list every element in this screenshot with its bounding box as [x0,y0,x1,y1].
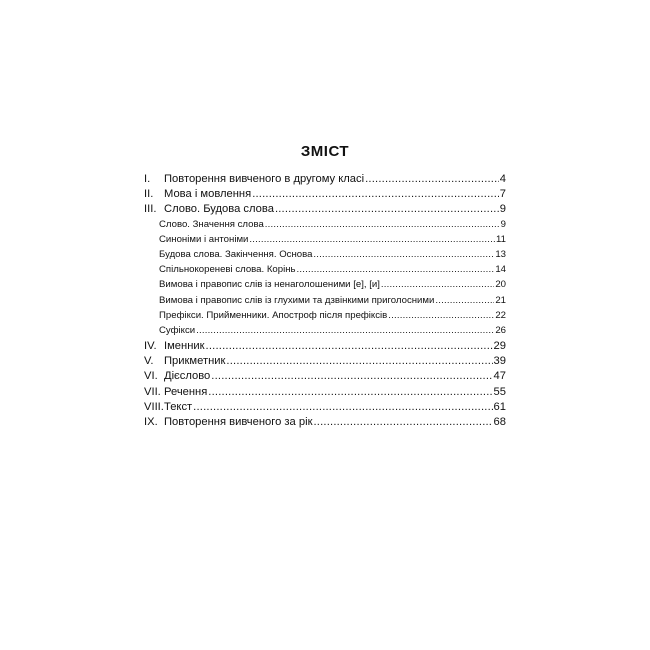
toc-entry-page: 13 [495,248,506,260]
toc-entry-page: 22 [495,309,506,321]
toc-subentry [144,310,506,325]
dot-leader [275,203,499,215]
toc-entry [144,416,506,431]
toc-subentry [144,249,506,264]
toc-entry [144,386,506,401]
dot-leader [265,219,500,230]
toc-entry-number: V. [144,355,154,368]
toc-subentry [144,279,506,294]
toc-entry-page: 61 [493,400,506,413]
toc-entry-label: Повторення вивченого в другому класі [164,173,365,185]
toc-subentry [144,219,506,234]
toc-entry [144,401,506,416]
dot-leader [313,249,494,260]
toc-entry-label: Дієслово [164,370,211,383]
toc-entry-page: 68 [493,416,506,428]
toc-entry [144,370,506,385]
toc-entry [144,188,506,203]
toc-entry-label: Слово. Будова слова [164,203,274,216]
toc-entry-label: Мова і мовлення [164,188,252,201]
toc-entry-page: 55 [493,385,506,398]
dot-leader [211,370,492,382]
toc-subentry [144,234,506,249]
toc-subentry [144,325,506,340]
toc-entry-page: 47 [493,370,506,383]
toc-entry-label: Текст [164,400,193,413]
toc-entry-number: III. [144,203,157,216]
toc-entry-number: VII. [144,385,161,398]
toc-entry-number: II. [144,188,154,201]
dot-leader [196,325,494,336]
toc-entry-label: Іменник [164,340,205,353]
toc-entry-label: Вимова і правопис слів із глухими та дзвінкими приголосними [159,294,435,306]
toc-entry-label: Будова слова. Закінчення. Основа [159,248,313,260]
toc-entry-number: IV. [144,340,157,353]
toc-subentry [144,264,506,279]
dot-leader [252,188,499,200]
toc-entry [144,173,506,188]
toc-entry-label: Суфікси [159,324,196,336]
dot-leader [381,279,494,290]
toc-entry-page: 11 [496,233,506,245]
dot-leader [388,310,494,321]
dot-leader [193,401,492,413]
toc-entry-page: 21 [495,294,506,306]
toc-entry-page: 9 [499,203,506,216]
toc-entry-label: Спільнокореневі слова. Корінь [159,264,296,276]
page-title: ЗМІСТ [300,143,350,160]
dot-leader [297,264,495,275]
toc-entry [144,340,506,355]
dot-leader [249,234,495,245]
table-of-contents [144,173,506,431]
dot-leader [226,355,492,367]
dot-leader [365,173,499,185]
toc-entry-label: Прикметник [164,355,226,368]
toc-entry-label: Слово. Значення слова [159,218,264,230]
toc-entry-page: 4 [499,173,506,185]
toc-entry [144,203,506,218]
toc-entry-number: VI. [144,370,158,383]
toc-entry-page: 7 [499,188,506,201]
dot-leader [313,416,492,428]
toc-entry-page: 14 [495,264,506,276]
toc-entry-label: Вимова і правопис слів із ненаголошеними [е], [и] [159,279,380,291]
toc-entry-label: Префікси. Прийменники. Апостроф після префіксів [159,309,388,321]
toc-entry-page: 20 [495,279,506,291]
toc-entry-label: Синоніми і антоніми [159,233,249,245]
dot-leader [435,295,494,306]
toc-entry-page: 39 [493,355,506,368]
dot-leader [206,340,493,352]
toc-entry-number: I. [144,173,151,185]
toc-entry-label: Повторення вивченого за рік [164,416,313,428]
toc-entry [144,355,506,370]
toc-entry-number: VIII. [144,400,164,413]
dot-leader [208,386,492,398]
toc-subentry [144,295,506,310]
toc-entry-number: IX. [144,416,158,428]
toc-entry-page: 9 [500,218,506,230]
toc-entry-page: 26 [495,324,506,336]
toc-entry-page: 29 [493,340,506,353]
toc-entry-label: Речення [164,385,208,398]
